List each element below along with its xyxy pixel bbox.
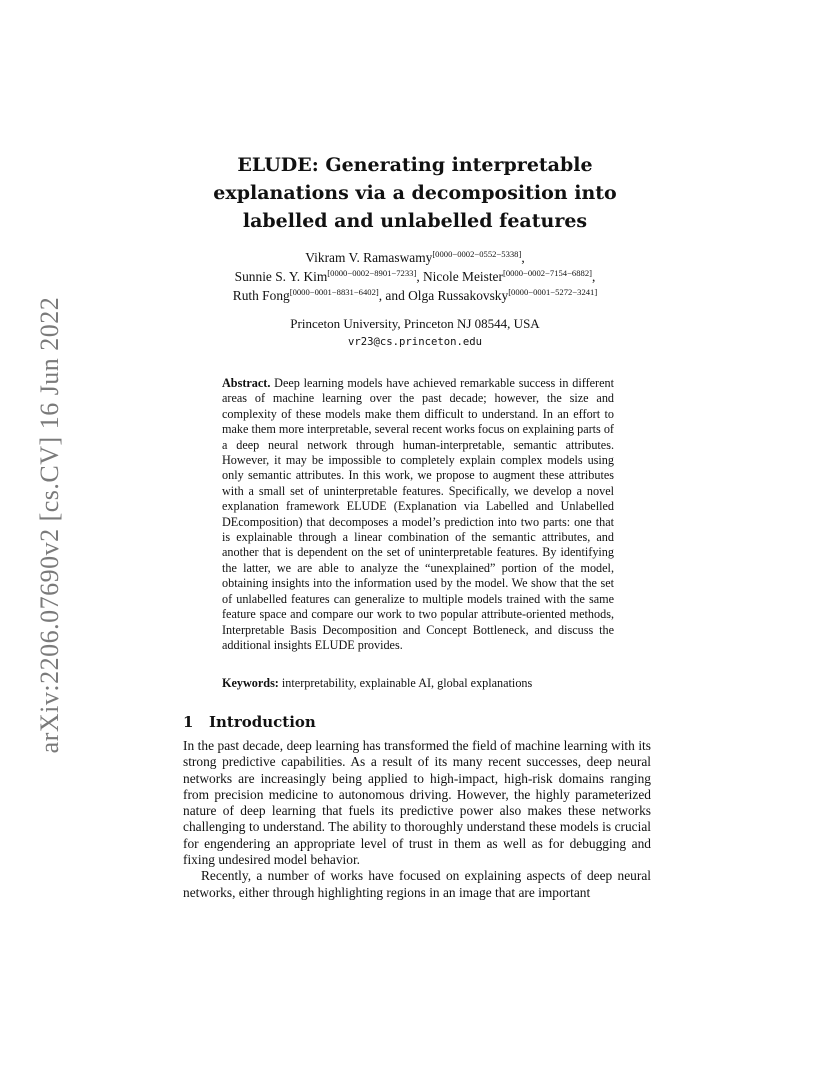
author-separator: , [591,269,596,284]
paragraph: In the past decade, deep learning has transformed the field of machine learning with its strong predictive capabilities. As a result of its many recent successes, deep neural networks are increasingly being applied to high-impact, high-risk domains ranging from precision medicine to autonomous driving. However, the highly parameterized nature of deep learning that fuels its predictive power also makes these networks challenging to understand. The ability to thoroughly understand these models is crucial for engendering an appropriate level of trust in them as well as for debugging and fixing undesired model behavior. [183,738,651,868]
title-line: ELUDE: Generating interpretable [237,154,593,176]
paragraph: Recently, a number of works have focused on explaining aspects of deep neural networks, either through highlighting regions in an image that are important [183,868,651,900]
orcid-id: [0000−0001−8831−6402] [289,287,379,297]
author-separator: , [521,250,525,265]
section-title: Introduction [209,713,316,731]
title-line: explanations via a decomposition into [213,182,617,204]
introduction-body [183,738,651,901]
author-name: Nicole Meister [423,269,503,284]
keywords-label: Keywords: [222,676,279,690]
affiliation: Princeton University, Princeton NJ 08544, USA [290,316,540,331]
orcid-id: [0000−0001−5272−3241] [508,287,598,297]
author-email: vr23@cs.princeton.edu [348,336,482,348]
orcid-id: [0000−0002−8901−7233] [327,268,417,278]
abstract-text: Deep learning models have achieved remarkable success in different areas of machine learning over the past decade; however, the size and complexity of these models make them difficult to understand. In an effort to make them more interpretable, several recent works focus on explaining parts of a deep neural network through human-interpretable, semantic attributes. However, it may be impossible to completely explain complex models using only semantic attributes. In this work, we propose to augment these attributes with a small set of uninterpretable features. Specifically, we develop a novel explanation framework ELUDE (Explanation via Labelled and Unlabelled DEcomposition) that decomposes a model’s prediction into two parts: one that is explainable through a linear combination of the semantic attributes, and another that is dependent on the set of uninterpretable features. By identifying the latter, we are able to analyze the “unexplained” portion of the model, obtaining insights into the information used by the model. We show that the set of unlabelled features can generalize to multiple models trained with the same feature space and compare our work to two popular attribute-oriented methods, Interpretable Basis Decomposition and Concept Bottleneck, and discuss the additional insights ELUDE provides. [222,376,615,652]
author-name: Sunnie S. Y. Kim [234,269,328,284]
orcid-id: [0000−0002−7154−6882] [502,268,592,278]
section-heading [183,713,316,731]
author-line [150,248,680,267]
author-separator: , [416,269,424,284]
author-name: Vikram V. Ramaswamy [305,250,433,265]
abstract-label: Abstract. [222,376,271,390]
keywords-text: interpretability, explainable AI, global explanations [281,676,533,690]
section-number: 1 [183,713,194,731]
keywords [222,676,614,691]
title-line: labelled and unlabelled features [242,210,588,232]
orcid-id: [0000−0002−0552−5338] [432,249,522,259]
author-name: Olga Russakovsky [408,288,509,303]
abstract [222,376,614,653]
author-separator: , and [378,288,409,303]
author-line [150,267,680,286]
arxiv-identifier-stamp: arXiv:2206.07690v2 [cs.CV] 16 Jun 2022 [35,296,64,754]
paper-title [170,151,660,235]
affiliation-block [170,315,660,351]
author-list [150,248,680,305]
author-line [150,286,680,305]
author-name: Ruth Fong [232,288,290,303]
